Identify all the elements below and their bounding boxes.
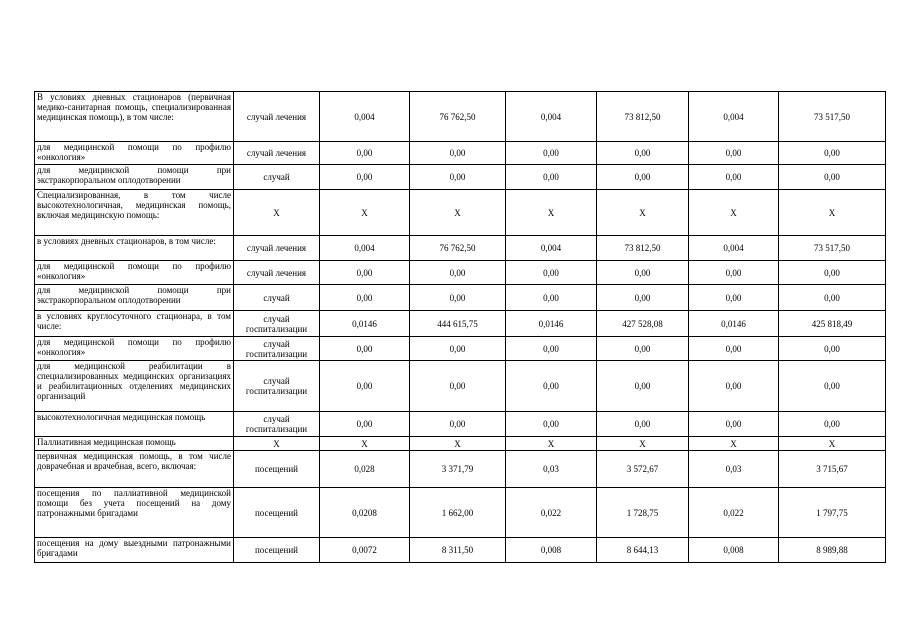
row-name: для медицинской помощи по профилю «онкология» (35, 142, 234, 165)
row-name: посещения по паллиативной медицинской помощи без учета посещений на дому патронажными бригадами (35, 488, 234, 538)
table-row (35, 236, 886, 261)
row-value: 0,00 (320, 361, 410, 412)
row-name: Специализированная, в том числе высокотехнологичная, медицинская помощь, включая медицинскую помощь: (35, 190, 234, 236)
row-value: 3 715,67 (779, 451, 886, 488)
row-value: 425 818,49 (779, 311, 886, 337)
row-value: Х (779, 190, 886, 236)
row-value: 8 989,88 (779, 538, 886, 563)
table-row (35, 190, 886, 236)
row-value: Х (597, 437, 689, 451)
row-unit: случай госпитализации (234, 311, 320, 337)
row-value: 0,0146 (689, 311, 779, 337)
row-value: 0,00 (779, 361, 886, 412)
row-value: 0,004 (506, 92, 597, 142)
row-value: 0,00 (779, 412, 886, 437)
row-value: 0,00 (410, 337, 506, 361)
row-value: 0,00 (410, 142, 506, 165)
row-value: 0,00 (320, 261, 410, 285)
row-value: 8 311,50 (410, 538, 506, 563)
row-value: 0,00 (320, 142, 410, 165)
table-row (35, 412, 886, 437)
row-value: 0,022 (506, 488, 597, 538)
row-value: 0,004 (320, 236, 410, 261)
row-value: 8 644,13 (597, 538, 689, 563)
row-value: 0,00 (410, 285, 506, 311)
row-value: 0,00 (779, 165, 886, 190)
row-value: 0,00 (597, 337, 689, 361)
row-unit: Х (234, 190, 320, 236)
table-row (35, 337, 886, 361)
row-unit: случай госпитализации (234, 412, 320, 437)
row-value: 0,00 (689, 361, 779, 412)
row-name: Паллиативная медицинская помощь (35, 437, 234, 451)
row-value: 0,00 (779, 285, 886, 311)
row-value: Х (689, 190, 779, 236)
table-row (35, 437, 886, 451)
row-value: 0,022 (689, 488, 779, 538)
row-value: 0,0146 (506, 311, 597, 337)
row-name: посещения на дому выездными патронажными бригадами (35, 538, 234, 563)
row-value: 0,00 (597, 261, 689, 285)
row-unit: случай (234, 165, 320, 190)
row-value: 0,00 (506, 165, 597, 190)
row-value: 0,00 (597, 412, 689, 437)
row-unit: случай (234, 285, 320, 311)
row-value: 444 615,75 (410, 311, 506, 337)
row-value: 0,00 (410, 261, 506, 285)
row-value: 0,00 (320, 285, 410, 311)
row-value: Х (506, 190, 597, 236)
row-value: 0,00 (597, 285, 689, 311)
table-row (35, 451, 886, 488)
row-name: для медицинской помощи при экстракорпоральном оплодотворении (35, 285, 234, 311)
row-value: 0,00 (506, 412, 597, 437)
row-value: 0,00 (597, 142, 689, 165)
table-row (35, 261, 886, 285)
row-value: 0,00 (320, 337, 410, 361)
row-value: 0,008 (506, 538, 597, 563)
row-value: Х (779, 437, 886, 451)
row-value: 0,00 (689, 412, 779, 437)
table-row (35, 311, 886, 337)
table-row (35, 165, 886, 190)
row-value: 0,03 (506, 451, 597, 488)
row-value: 73 517,50 (779, 236, 886, 261)
row-value: 0,00 (597, 361, 689, 412)
row-unit: посещений (234, 538, 320, 563)
row-unit: случай лечения (234, 236, 320, 261)
row-value: 0,00 (779, 142, 886, 165)
row-value: 427 528,08 (597, 311, 689, 337)
table-row (35, 285, 886, 311)
row-value: 0,00 (689, 285, 779, 311)
row-value: 0,00 (689, 261, 779, 285)
row-unit: случай лечения (234, 142, 320, 165)
row-name: в условиях дневных стационаров, в том числе: (35, 236, 234, 261)
row-value: 73 517,50 (779, 92, 886, 142)
table-row (35, 361, 886, 412)
row-value: 0,008 (689, 538, 779, 563)
table-row (35, 92, 886, 142)
row-name: для медицинской реабилитации в специализированных медицинских организациях и реабилитационных отделениях медицинских организаций (35, 361, 234, 412)
row-value: 0,00 (410, 412, 506, 437)
row-value: 0,028 (320, 451, 410, 488)
row-value: 0,004 (689, 92, 779, 142)
row-name: В условиях дневных стационаров (первичная медико-санитарная помощь, специализированная медицинская помощь), в том числе: (35, 92, 234, 142)
row-value: 0,00 (506, 142, 597, 165)
table-row (35, 488, 886, 538)
row-value: Х (506, 437, 597, 451)
row-value: 0,03 (689, 451, 779, 488)
row-value: Х (320, 190, 410, 236)
row-value: 0,00 (597, 165, 689, 190)
row-name: высокотехнологичная медицинская помощь (35, 412, 234, 437)
row-unit: случай лечения (234, 261, 320, 285)
row-unit: посещений (234, 488, 320, 538)
row-value: 0,00 (410, 361, 506, 412)
row-value: 0,00 (320, 165, 410, 190)
row-value: 3 572,67 (597, 451, 689, 488)
row-name: в условиях круглосуточного стационара, в том числе: (35, 311, 234, 337)
row-name: для медицинской помощи при экстракорпоральном оплодотворении (35, 165, 234, 190)
row-value: 73 812,50 (597, 236, 689, 261)
row-unit: случай госпитализации (234, 361, 320, 412)
row-value: 0,004 (506, 236, 597, 261)
norms-table (34, 91, 886, 563)
row-name: первичная медицинская помощь, в том числе доврачебная и врачебная, всего, включая: (35, 451, 234, 488)
row-value: 0,004 (320, 92, 410, 142)
row-unit: Х (234, 437, 320, 451)
row-value: 1 662,00 (410, 488, 506, 538)
row-value: 76 762,50 (410, 236, 506, 261)
row-value: 1 797,75 (779, 488, 886, 538)
row-name: для медицинской помощи по профилю «онкология» (35, 261, 234, 285)
row-value: 0,0208 (320, 488, 410, 538)
row-value: 0,00 (410, 165, 506, 190)
row-value: 0,004 (689, 236, 779, 261)
row-value: 76 762,50 (410, 92, 506, 142)
row-unit: случай госпитализации (234, 337, 320, 361)
row-unit: посещений (234, 451, 320, 488)
row-value: Х (689, 437, 779, 451)
table-row (35, 538, 886, 563)
table-row (35, 142, 886, 165)
row-value: 1 728,75 (597, 488, 689, 538)
row-value: Х (410, 190, 506, 236)
row-value: 0,00 (320, 412, 410, 437)
row-value: 0,00 (779, 337, 886, 361)
row-value: Х (320, 437, 410, 451)
row-unit: случай лечения (234, 92, 320, 142)
row-value: 0,00 (689, 337, 779, 361)
row-value: 0,00 (779, 261, 886, 285)
row-value: 0,00 (689, 142, 779, 165)
row-value: 0,00 (506, 337, 597, 361)
row-value: 3 371,79 (410, 451, 506, 488)
row-value: 0,0072 (320, 538, 410, 563)
row-value: 0,00 (506, 361, 597, 412)
row-value: 0,00 (689, 165, 779, 190)
row-value: 0,00 (506, 261, 597, 285)
row-value: Х (597, 190, 689, 236)
row-value: 0,00 (506, 285, 597, 311)
row-value: 0,0146 (320, 311, 410, 337)
table-body (35, 92, 886, 563)
row-value: Х (410, 437, 506, 451)
row-value: 73 812,50 (597, 92, 689, 142)
row-name: для медицинской помощи по профилю «онкология» (35, 337, 234, 361)
